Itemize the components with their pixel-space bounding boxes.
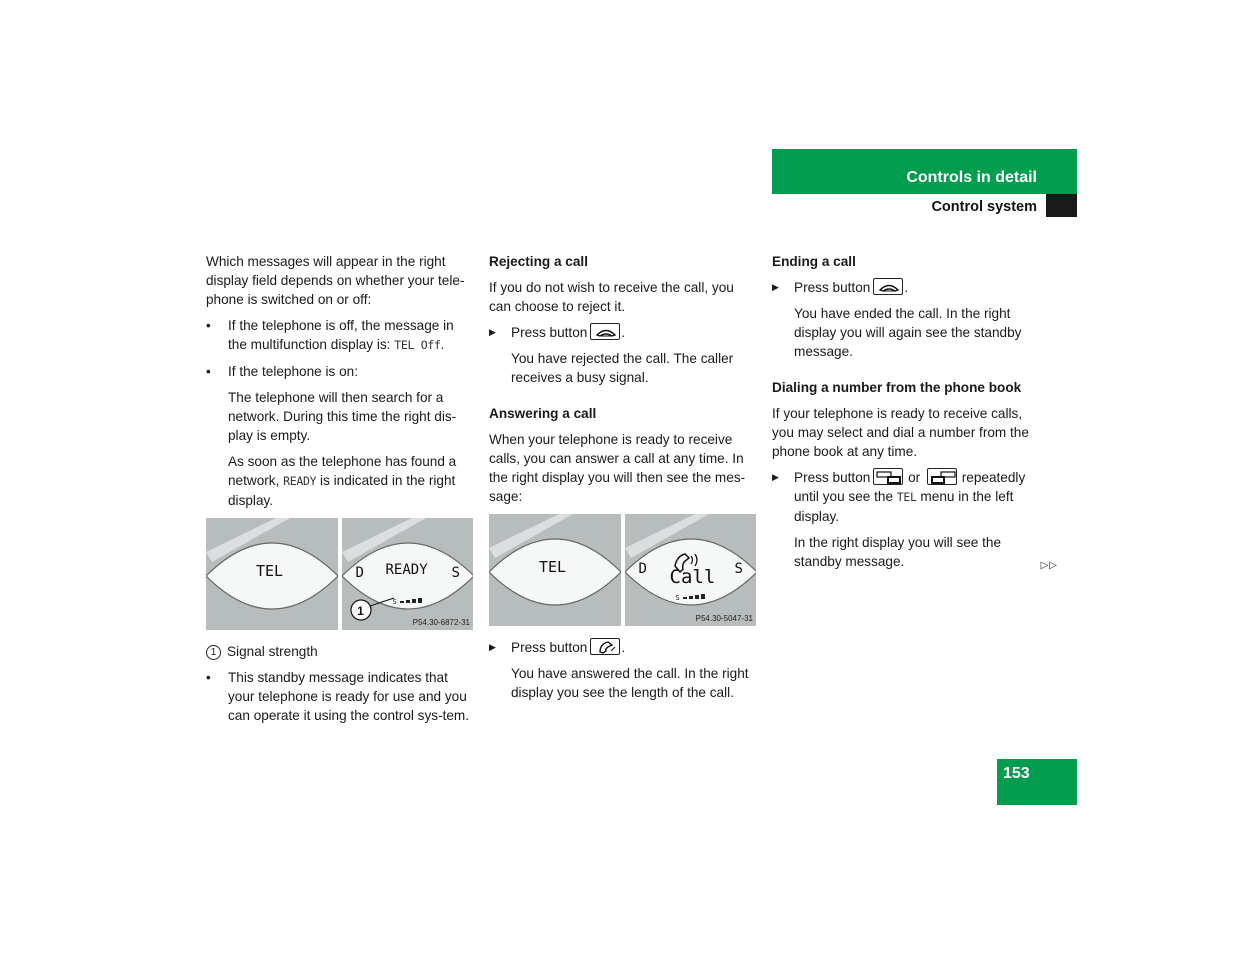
display-text-s: S (734, 561, 743, 577)
previous-display-key-icon (927, 468, 957, 485)
arrow-icon: ▶ (772, 282, 779, 292)
bullet-text: If the telephone is off, the message in the multifunction display is: (228, 318, 454, 352)
found-text-end: is indicated in the right display. (228, 473, 456, 508)
heading-answering: Answering a call (489, 406, 597, 421)
bullet-text: If the telephone is on: (228, 364, 358, 379)
signal-label: S (675, 594, 680, 602)
bullet-text-end: . (440, 337, 445, 352)
bullet-item (206, 316, 476, 355)
step-text: Press button (511, 640, 588, 655)
reject-result: You have rejected the call. The caller receives a busy signal. (511, 351, 734, 385)
column-2 (489, 252, 759, 709)
left-display-image (489, 514, 621, 626)
arrow-icon: ▶ (772, 472, 779, 482)
display-text-tel: TEL (539, 558, 567, 576)
heading-rejecting: Rejecting a call (489, 254, 588, 269)
answer-intro: When your telephone is ready to receive calls, you can answer a call at any time. In the right display you will then see the mes-sage: (489, 432, 746, 504)
step-item (772, 468, 1042, 526)
bullet-item (206, 362, 476, 381)
callout-number: 1 (357, 604, 364, 618)
answer-result: You have answered the call. In the right display you see the length of the call. (511, 666, 749, 700)
display-text-s: S (451, 565, 460, 581)
arrow-icon: ▶ (489, 327, 496, 337)
page-number: 153 (997, 759, 1077, 805)
step-or: or (908, 470, 921, 485)
step-item: ▶ Press button . (489, 325, 626, 340)
intro-paragraph: Which messages will appear in the right display field depends on whether your tele-phone is switched on or off: (206, 254, 465, 307)
next-display-key-icon (873, 468, 903, 485)
image-caption (206, 642, 476, 661)
signal-label: S (392, 598, 397, 606)
heading-ending: Ending a call (772, 254, 856, 269)
found-text: As soon as the telephone has found a network, (228, 454, 457, 488)
display-text-d: D (355, 565, 364, 581)
dial-intro: If your telephone is ready to receive calls, you may select and dial a number from the phone book at any time. (772, 406, 1029, 459)
subsection-title: Control system (931, 199, 1037, 215)
heading-dialing: Dialing a number from the phone book (772, 380, 1022, 395)
step-result (772, 533, 1042, 571)
step-text: Press button (794, 280, 871, 295)
step-text-mid: repeatedly until you see the (794, 470, 1026, 504)
display-text-call: Call (669, 566, 716, 588)
callout-icon: 1 (206, 645, 221, 660)
display-illustration-2 (489, 514, 756, 626)
end-result: You have ended the call. In the right display you will again see the standby message. (794, 306, 1022, 359)
display-text-ready: READY (385, 562, 428, 578)
step-result-text: In the right display you will see the standby message. (794, 535, 1002, 569)
answer-call-key-icon (590, 638, 620, 655)
bullet-icon: • (206, 318, 211, 333)
bullet-item (206, 668, 476, 725)
image-code: P54.30-5047-31 (695, 614, 753, 623)
found-paragraph (206, 452, 476, 510)
step-item: ▶ Press button . (772, 280, 909, 295)
right-display-image (625, 514, 757, 626)
column-1 (206, 252, 476, 732)
bullet-icon: • (206, 670, 211, 685)
display-text-tel: TEL (256, 562, 284, 580)
search-paragraph: The telephone will then search for a network. During this time the right dis-play is empty. (228, 390, 457, 443)
caption-text: Signal strength (227, 644, 318, 659)
continue-icon: ▷▷ (1040, 560, 1058, 571)
display-code: TEL (896, 490, 917, 504)
header-bar (772, 149, 1077, 194)
step-text: Press button (511, 325, 588, 340)
step-item: ▶ Press button . (489, 640, 626, 655)
reject-intro: If you do not wish to receive the call, you can choose to reject it. (489, 280, 734, 314)
arrow-icon: ▶ (489, 642, 496, 652)
display-text-d: D (638, 561, 647, 577)
display-code: READY (283, 474, 317, 488)
display-illustration-1 (206, 518, 473, 630)
subsection-marker (1046, 194, 1077, 217)
right-display-image (342, 518, 474, 630)
end-call-key-icon (590, 323, 620, 340)
column-3 (772, 252, 1058, 578)
display-code: TEL Off (394, 338, 441, 352)
step-text: Press button (794, 470, 871, 485)
left-display-image (206, 518, 338, 630)
end-call-key-icon (873, 278, 903, 295)
section-title: Controls in detail (906, 169, 1037, 186)
bullet-text: This standby message indicates that your telephone is ready for use and you can operate it using the control sys-tem. (228, 670, 470, 723)
image-code: P54.30-6872-31 (412, 618, 470, 627)
bullet-icon: • (206, 364, 211, 379)
step-text-end: menu in the left display. (794, 489, 1014, 524)
